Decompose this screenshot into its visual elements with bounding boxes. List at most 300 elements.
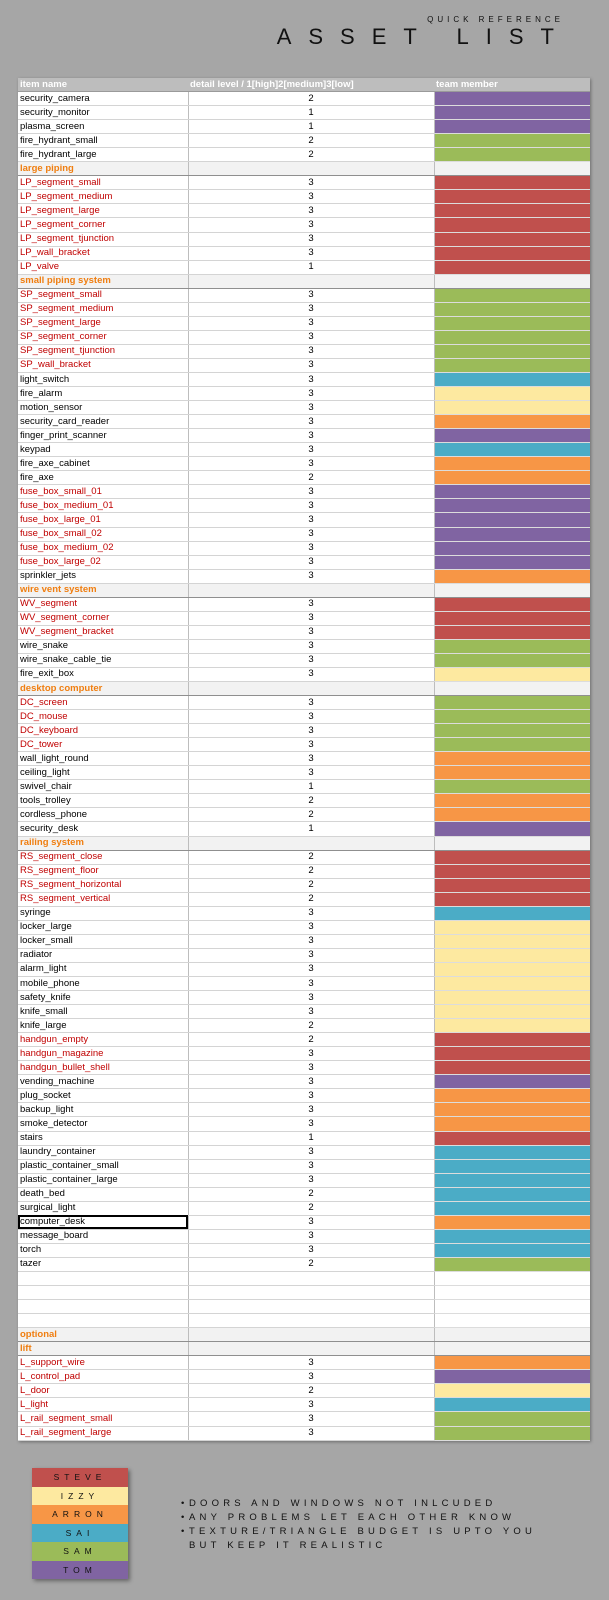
item-name-cell[interactable]: handgun_empty (18, 1033, 188, 1047)
team-member-cell[interactable] (434, 372, 590, 386)
table-row (18, 1384, 590, 1398)
team-member-cell[interactable] (434, 1047, 590, 1061)
team-member-cell[interactable] (434, 1173, 590, 1187)
detail-level-cell[interactable]: 3 (188, 1398, 434, 1412)
team-member-cell[interactable] (434, 1005, 590, 1019)
item-name-cell[interactable]: computer_desk (18, 1215, 188, 1229)
team-member-cell[interactable] (434, 260, 590, 274)
item-name-cell[interactable]: plasma_screen (18, 120, 188, 134)
team-member-cell[interactable] (434, 120, 590, 134)
item-name-cell[interactable]: fire_alarm (18, 387, 188, 401)
item-name-cell[interactable]: tazer (18, 1257, 188, 1271)
item-name-cell[interactable]: RS_segment_vertical (18, 892, 188, 906)
detail-level-cell[interactable]: 3 (188, 1370, 434, 1384)
detail-level-cell[interactable]: 3 (188, 948, 434, 962)
item-name-cell[interactable]: cordless_phone (18, 808, 188, 822)
detail-level-cell[interactable]: 3 (188, 1117, 434, 1131)
item-name-cell[interactable]: swivel_chair (18, 780, 188, 794)
team-member-cell[interactable] (434, 710, 590, 724)
detail-level-cell[interactable]: 2 (188, 148, 434, 162)
item-name-cell[interactable]: plastic_container_large (18, 1173, 188, 1187)
detail-level-cell[interactable]: 3 (188, 288, 434, 302)
team-member-cell[interactable] (434, 1145, 590, 1159)
team-member-cell[interactable] (434, 162, 590, 176)
detail-level-cell[interactable] (188, 162, 434, 176)
item-name-cell[interactable]: locker_small (18, 934, 188, 948)
team-member-cell[interactable] (434, 682, 590, 696)
item-name-cell[interactable]: LP_segment_small (18, 176, 188, 190)
item-name-cell[interactable]: SP_wall_bracket (18, 358, 188, 372)
item-name-cell[interactable]: laundry_container (18, 1145, 188, 1159)
team-member-cell[interactable] (434, 696, 590, 710)
team-member-cell[interactable] (434, 218, 590, 232)
item-name-cell[interactable] (18, 1286, 188, 1300)
item-name-cell[interactable]: security_desk (18, 822, 188, 836)
item-name-cell[interactable]: finger_print_scanner (18, 429, 188, 443)
team-member-cell[interactable] (434, 794, 590, 808)
team-member-cell[interactable] (434, 1061, 590, 1075)
detail-level-cell[interactable]: 3 (188, 555, 434, 569)
detail-level-cell[interactable]: 2 (188, 864, 434, 878)
detail-level-cell[interactable]: 2 (188, 794, 434, 808)
item-name-cell[interactable]: SP_segment_large (18, 316, 188, 330)
detail-level-cell[interactable]: 3 (188, 457, 434, 471)
detail-level-cell[interactable]: 2 (188, 134, 434, 148)
detail-level-cell[interactable]: 3 (188, 962, 434, 976)
detail-level-cell[interactable]: 3 (188, 597, 434, 611)
detail-level-cell[interactable]: 3 (188, 372, 434, 386)
detail-level-cell[interactable]: 3 (188, 569, 434, 583)
item-name-cell[interactable]: fuse_box_small_01 (18, 485, 188, 499)
team-member-cell[interactable] (434, 836, 590, 850)
detail-level-cell[interactable]: 3 (188, 1075, 434, 1089)
detail-level-cell[interactable]: 1 (188, 106, 434, 120)
detail-level-cell[interactable] (188, 1300, 434, 1314)
detail-level-cell[interactable]: 3 (188, 906, 434, 920)
detail-level-cell[interactable]: 3 (188, 218, 434, 232)
item-name-cell[interactable]: message_board (18, 1229, 188, 1243)
team-member-cell[interactable] (434, 1019, 590, 1033)
team-member-cell[interactable] (434, 1103, 590, 1117)
item-name-cell[interactable]: L_rail_segment_small (18, 1412, 188, 1426)
detail-level-cell[interactable]: 3 (188, 316, 434, 330)
item-name-cell[interactable]: LP_segment_medium (18, 190, 188, 204)
team-member-cell[interactable] (434, 808, 590, 822)
team-member-cell[interactable] (434, 190, 590, 204)
team-member-cell[interactable] (434, 822, 590, 836)
detail-level-cell[interactable] (188, 1271, 434, 1285)
section-name-cell[interactable]: lift (18, 1342, 188, 1356)
detail-level-cell[interactable]: 3 (188, 541, 434, 555)
team-member-cell[interactable] (434, 330, 590, 344)
section-name-cell[interactable]: desktop computer (18, 682, 188, 696)
team-member-cell[interactable] (434, 1271, 590, 1285)
item-name-cell[interactable]: WV_segment_bracket (18, 625, 188, 639)
team-member-cell[interactable] (434, 1412, 590, 1426)
detail-level-cell[interactable] (188, 274, 434, 288)
team-member-cell[interactable] (434, 878, 590, 892)
team-member-cell[interactable] (434, 766, 590, 780)
detail-level-cell[interactable]: 1 (188, 780, 434, 794)
team-member-cell[interactable] (434, 1075, 590, 1089)
detail-level-cell[interactable]: 3 (188, 1215, 434, 1229)
detail-level-cell[interactable]: 3 (188, 696, 434, 710)
team-member-cell[interactable] (434, 1215, 590, 1229)
item-name-cell[interactable]: fire_axe_cabinet (18, 457, 188, 471)
item-name-cell[interactable]: tools_trolley (18, 794, 188, 808)
team-member-cell[interactable] (434, 288, 590, 302)
detail-level-cell[interactable]: 3 (188, 752, 434, 766)
item-name-cell[interactable]: mobile_phone (18, 977, 188, 991)
team-member-cell[interactable] (434, 991, 590, 1005)
team-member-cell[interactable] (434, 752, 590, 766)
item-name-cell[interactable]: RS_segment_horizontal (18, 878, 188, 892)
item-name-cell[interactable]: knife_small (18, 1005, 188, 1019)
team-member-cell[interactable] (434, 148, 590, 162)
column-header-team-member[interactable]: team member (434, 78, 590, 92)
detail-level-cell[interactable]: 3 (188, 344, 434, 358)
detail-level-cell[interactable]: 3 (188, 1047, 434, 1061)
table-row (18, 892, 590, 906)
detail-level-cell[interactable] (188, 836, 434, 850)
item-name-cell[interactable]: SP_segment_corner (18, 330, 188, 344)
item-name-cell[interactable]: ceiling_light (18, 766, 188, 780)
detail-level-cell[interactable]: 3 (188, 485, 434, 499)
item-name-cell[interactable]: DC_mouse (18, 710, 188, 724)
detail-level-cell[interactable]: 2 (188, 92, 434, 106)
section-name-cell[interactable]: large piping (18, 162, 188, 176)
item-name-cell[interactable]: knife_large (18, 1019, 188, 1033)
team-member-cell[interactable] (434, 738, 590, 752)
team-member-cell[interactable] (434, 1033, 590, 1047)
item-name-cell[interactable]: fire_axe (18, 471, 188, 485)
team-member-cell[interactable] (434, 569, 590, 583)
table-row (18, 696, 590, 710)
team-member-cell[interactable] (434, 1089, 590, 1103)
detail-level-cell[interactable]: 3 (188, 639, 434, 653)
item-name-cell[interactable]: security_card_reader (18, 415, 188, 429)
item-name-cell[interactable] (18, 1314, 188, 1328)
detail-level-cell[interactable]: 3 (188, 246, 434, 260)
team-member-cell[interactable] (434, 358, 590, 372)
item-name-cell[interactable]: sprinkler_jets (18, 569, 188, 583)
team-member-cell[interactable] (434, 1300, 590, 1314)
item-name-cell[interactable]: L_control_pad (18, 1370, 188, 1384)
team-member-cell[interactable] (434, 92, 590, 106)
detail-level-cell[interactable]: 3 (188, 358, 434, 372)
team-member-cell[interactable] (434, 1187, 590, 1201)
item-name-cell[interactable]: LP_segment_corner (18, 218, 188, 232)
item-name-cell[interactable]: LP_wall_bracket (18, 246, 188, 260)
detail-level-cell[interactable]: 2 (188, 1187, 434, 1201)
team-member-cell[interactable] (434, 513, 590, 527)
detail-level-cell[interactable]: 2 (188, 1033, 434, 1047)
item-name-cell[interactable]: handgun_magazine (18, 1047, 188, 1061)
team-member-cell[interactable] (434, 1159, 590, 1173)
team-member-cell[interactable] (434, 948, 590, 962)
team-member-cell[interactable] (434, 1426, 590, 1440)
detail-level-cell[interactable]: 3 (188, 977, 434, 991)
item-name-cell[interactable]: keypad (18, 443, 188, 457)
detail-level-cell[interactable]: 1 (188, 260, 434, 274)
item-name-cell[interactable]: SP_segment_small (18, 288, 188, 302)
item-name-cell[interactable]: DC_screen (18, 696, 188, 710)
item-name-cell[interactable]: DC_tower (18, 738, 188, 752)
team-member-cell[interactable] (434, 1384, 590, 1398)
item-name-cell[interactable]: L_rail_segment_large (18, 1426, 188, 1440)
team-member-cell[interactable] (434, 962, 590, 976)
item-name-cell[interactable]: security_monitor (18, 106, 188, 120)
detail-level-cell[interactable]: 3 (188, 232, 434, 246)
team-member-cell[interactable] (434, 597, 590, 611)
detail-level-cell[interactable]: 1 (188, 822, 434, 836)
item-name-cell[interactable]: RS_segment_floor (18, 864, 188, 878)
detail-level-cell[interactable] (188, 1314, 434, 1328)
team-member-cell[interactable] (434, 471, 590, 485)
section-name-cell[interactable]: small piping system (18, 274, 188, 288)
team-member-cell[interactable] (434, 1370, 590, 1384)
detail-level-cell[interactable]: 3 (188, 1089, 434, 1103)
item-name-cell[interactable]: surgical_light (18, 1201, 188, 1215)
team-member-cell[interactable] (434, 499, 590, 513)
detail-level-cell[interactable]: 3 (188, 302, 434, 316)
detail-level-cell[interactable]: 3 (188, 499, 434, 513)
item-name-cell[interactable]: stairs (18, 1131, 188, 1145)
item-name-cell[interactable] (18, 1300, 188, 1314)
detail-level-cell[interactable]: 2 (188, 1019, 434, 1033)
detail-level-cell[interactable]: 2 (188, 1257, 434, 1271)
detail-level-cell[interactable]: 3 (188, 934, 434, 948)
item-name-cell[interactable]: L_door (18, 1384, 188, 1398)
team-member-cell[interactable] (434, 1131, 590, 1145)
detail-level-cell[interactable]: 3 (188, 667, 434, 681)
detail-level-cell[interactable]: 3 (188, 611, 434, 625)
detail-level-cell[interactable]: 3 (188, 1103, 434, 1117)
team-member-cell[interactable] (434, 583, 590, 597)
section-name-cell[interactable]: optional (18, 1328, 188, 1342)
item-name-cell[interactable]: fuse_box_medium_01 (18, 499, 188, 513)
team-member-cell[interactable] (434, 134, 590, 148)
team-member-cell[interactable] (434, 443, 590, 457)
team-member-cell[interactable] (434, 415, 590, 429)
item-name-cell[interactable]: light_switch (18, 372, 188, 386)
team-member-cell[interactable] (434, 302, 590, 316)
item-name-cell[interactable]: death_bed (18, 1187, 188, 1201)
team-member-cell[interactable] (434, 625, 590, 639)
item-name-cell[interactable]: motion_sensor (18, 401, 188, 415)
team-member-cell[interactable] (434, 892, 590, 906)
table-row (18, 653, 590, 667)
team-member-cell[interactable] (434, 555, 590, 569)
item-name-cell[interactable]: alarm_light (18, 962, 188, 976)
detail-level-cell[interactable]: 1 (188, 1131, 434, 1145)
item-name-cell[interactable]: syringe (18, 906, 188, 920)
team-member-cell[interactable] (434, 1229, 590, 1243)
team-member-cell[interactable] (434, 401, 590, 415)
item-name-cell[interactable]: torch (18, 1243, 188, 1257)
item-name-cell[interactable]: fuse_box_small_02 (18, 527, 188, 541)
detail-level-cell[interactable]: 3 (188, 443, 434, 457)
team-member-cell[interactable] (434, 864, 590, 878)
team-member-cell[interactable] (434, 920, 590, 934)
team-member-cell[interactable] (434, 344, 590, 358)
detail-level-cell[interactable]: 3 (188, 527, 434, 541)
item-name-cell[interactable]: wall_light_round (18, 752, 188, 766)
team-member-cell[interactable] (434, 387, 590, 401)
team-member-cell[interactable] (434, 1356, 590, 1370)
item-name-cell[interactable]: SP_segment_medium (18, 302, 188, 316)
team-member-cell[interactable] (434, 653, 590, 667)
team-member-cell[interactable] (434, 176, 590, 190)
table-row (18, 1412, 590, 1426)
detail-level-cell[interactable]: 2 (188, 471, 434, 485)
team-member-cell[interactable] (434, 906, 590, 920)
item-name-cell[interactable]: fire_hydrant_large (18, 148, 188, 162)
item-name-cell[interactable]: vending_machine (18, 1075, 188, 1089)
detail-level-cell[interactable]: 2 (188, 808, 434, 822)
column-header-item-name[interactable]: item name (18, 78, 188, 92)
team-member-cell[interactable] (434, 639, 590, 653)
team-member-cell[interactable] (434, 527, 590, 541)
team-member-cell[interactable] (434, 1398, 590, 1412)
detail-level-cell[interactable]: 3 (188, 387, 434, 401)
section-name-cell[interactable]: wire vent system (18, 583, 188, 597)
detail-level-cell[interactable]: 3 (188, 1229, 434, 1243)
item-name-cell[interactable]: WV_segment (18, 597, 188, 611)
team-member-cell[interactable] (434, 485, 590, 499)
detail-level-cell[interactable]: 3 (188, 1173, 434, 1187)
detail-level-cell[interactable]: 3 (188, 1412, 434, 1426)
item-name-cell[interactable]: security_camera (18, 92, 188, 106)
detail-level-cell[interactable] (188, 1328, 434, 1342)
team-member-cell[interactable] (434, 1342, 590, 1356)
detail-level-cell[interactable]: 2 (188, 1384, 434, 1398)
team-member-cell[interactable] (434, 232, 590, 246)
team-member-cell[interactable] (434, 1117, 590, 1131)
detail-level-cell[interactable] (188, 583, 434, 597)
detail-level-cell[interactable]: 3 (188, 415, 434, 429)
detail-level-cell[interactable]: 3 (188, 190, 434, 204)
item-name-cell[interactable]: safety_knife (18, 991, 188, 1005)
team-member-cell[interactable] (434, 1201, 590, 1215)
item-name-cell[interactable]: LP_valve (18, 260, 188, 274)
team-member-cell[interactable] (434, 780, 590, 794)
team-member-cell[interactable] (434, 1328, 590, 1342)
item-name-cell[interactable]: LP_segment_large (18, 204, 188, 218)
section-name-cell[interactable]: railing system (18, 836, 188, 850)
team-member-cell[interactable] (434, 316, 590, 330)
item-name-cell[interactable]: plug_socket (18, 1089, 188, 1103)
item-name-cell[interactable]: radiator (18, 948, 188, 962)
item-name-cell[interactable]: LP_segment_tjunction (18, 232, 188, 246)
detail-level-cell[interactable]: 3 (188, 429, 434, 443)
team-member-cell[interactable] (434, 1243, 590, 1257)
item-name-cell[interactable]: fire_exit_box (18, 667, 188, 681)
team-member-cell[interactable] (434, 274, 590, 288)
team-member-cell[interactable] (434, 1314, 590, 1328)
detail-level-cell[interactable]: 3 (188, 1426, 434, 1440)
detail-level-cell[interactable] (188, 682, 434, 696)
column-header-detail-level[interactable]: detail level / 1[high]2[medium]3[low] (188, 78, 434, 92)
item-name-cell[interactable]: WV_segment_corner (18, 611, 188, 625)
header-title: ASSET LIST (276, 24, 571, 49)
empty-row (18, 1300, 590, 1314)
team-member-cell[interactable] (434, 106, 590, 120)
detail-level-cell[interactable]: 3 (188, 204, 434, 218)
item-name-cell[interactable]: locker_large (18, 920, 188, 934)
item-name-cell[interactable]: backup_light (18, 1103, 188, 1117)
detail-level-cell[interactable]: 2 (188, 878, 434, 892)
detail-level-cell[interactable]: 3 (188, 766, 434, 780)
team-member-cell[interactable] (434, 977, 590, 991)
item-name-cell[interactable]: plastic_container_small (18, 1159, 188, 1173)
detail-level-cell[interactable]: 2 (188, 850, 434, 864)
legend-item-sam: SAM (32, 1542, 128, 1561)
item-name-cell[interactable]: L_light (18, 1398, 188, 1412)
detail-level-cell[interactable] (188, 1286, 434, 1300)
item-name-cell[interactable] (18, 1271, 188, 1285)
detail-level-cell[interactable] (188, 1342, 434, 1356)
team-member-cell[interactable] (434, 429, 590, 443)
detail-level-cell[interactable]: 3 (188, 1145, 434, 1159)
detail-level-cell[interactable]: 3 (188, 1243, 434, 1257)
item-name-cell[interactable]: fuse_box_medium_02 (18, 541, 188, 555)
detail-level-cell[interactable]: 3 (188, 738, 434, 752)
detail-level-cell[interactable]: 3 (188, 724, 434, 738)
team-member-cell[interactable] (434, 1257, 590, 1271)
detail-level-cell[interactable]: 3 (188, 710, 434, 724)
detail-level-cell[interactable]: 3 (188, 330, 434, 344)
detail-level-cell[interactable]: 3 (188, 1356, 434, 1370)
detail-level-cell[interactable]: 3 (188, 920, 434, 934)
header-subtitle: QUICK REFERENCE (427, 15, 564, 24)
item-name-cell[interactable]: RS_segment_close (18, 850, 188, 864)
team-member-cell[interactable] (434, 204, 590, 218)
detail-level-cell[interactable]: 1 (188, 120, 434, 134)
team-member-cell[interactable] (434, 724, 590, 738)
team-member-cell[interactable] (434, 850, 590, 864)
team-member-cell[interactable] (434, 667, 590, 681)
team-member-cell[interactable] (434, 541, 590, 555)
detail-level-cell[interactable]: 3 (188, 653, 434, 667)
item-name-cell[interactable]: handgun_bullet_shell (18, 1061, 188, 1075)
item-name-cell[interactable]: fuse_box_large_01 (18, 513, 188, 527)
detail-level-cell[interactable]: 3 (188, 1159, 434, 1173)
detail-level-cell[interactable]: 3 (188, 1005, 434, 1019)
detail-level-cell[interactable]: 3 (188, 176, 434, 190)
team-member-cell[interactable] (434, 246, 590, 260)
item-name-cell[interactable]: L_support_wire (18, 1356, 188, 1370)
detail-level-cell[interactable]: 3 (188, 625, 434, 639)
detail-level-cell[interactable]: 3 (188, 513, 434, 527)
item-name-cell[interactable]: fire_hydrant_small (18, 134, 188, 148)
detail-level-cell[interactable]: 2 (188, 1201, 434, 1215)
team-member-cell[interactable] (434, 934, 590, 948)
detail-level-cell[interactable]: 3 (188, 1061, 434, 1075)
item-name-cell[interactable]: fuse_box_large_02 (18, 555, 188, 569)
item-name-cell[interactable]: SP_segment_tjunction (18, 344, 188, 358)
detail-level-cell[interactable]: 3 (188, 401, 434, 415)
item-name-cell[interactable]: smoke_detector (18, 1117, 188, 1131)
team-member-cell[interactable] (434, 1286, 590, 1300)
item-name-cell[interactable]: DC_keyboard (18, 724, 188, 738)
team-member-cell[interactable] (434, 611, 590, 625)
detail-level-cell[interactable]: 3 (188, 991, 434, 1005)
team-member-cell[interactable] (434, 457, 590, 471)
detail-level-cell[interactable]: 2 (188, 892, 434, 906)
item-name-cell[interactable]: wire_snake (18, 639, 188, 653)
item-name-cell[interactable]: wire_snake_cable_tie (18, 653, 188, 667)
